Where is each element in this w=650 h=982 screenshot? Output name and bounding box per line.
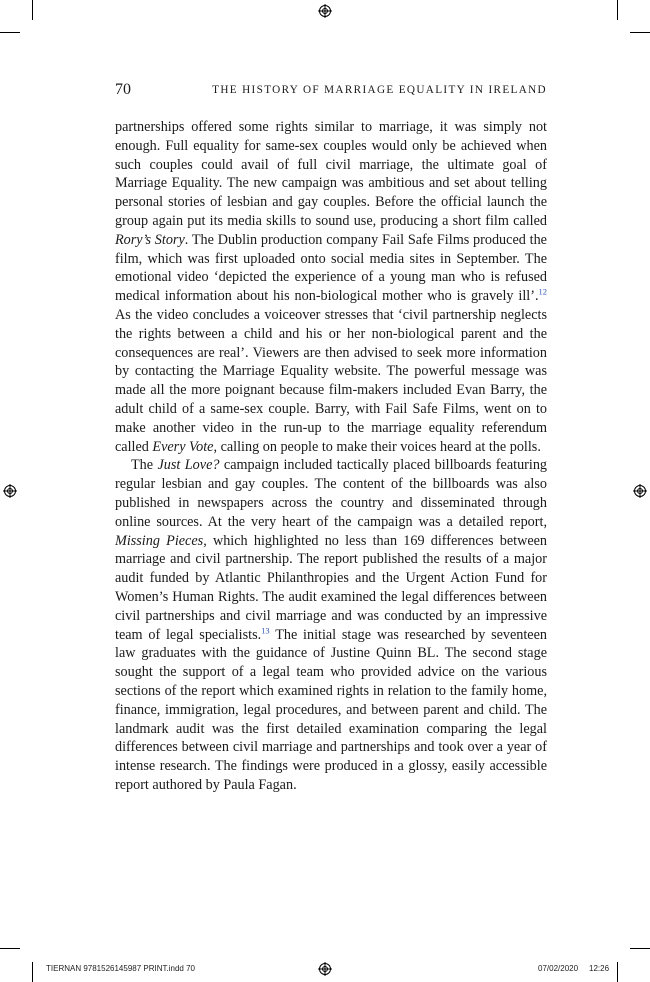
paragraph: partnerships offered some rights similar to marriage, it was simply not enough. Full equality for same-sex couples would only be achieved when such couples could avail of full civil marriage, the ultimate goal of Marriage Equality. The new campaign was ambitious and set about telling personal stories of lesbian and gay couples. Before the official launch the group again put its media skills to sound use, producing a short film called Rory’s Story. The Dublin production company Fail Safe Films produced the film, which was first uploaded onto social media sites in September. The emotional video ‘depicted the experience of a young man who is refused medical information about his non-biological mother who is gravely ill’.$^{12}$ As the video concludes a voiceover stresses that ‘civil partnership neglects the rights between a child and his or her non-biological parent and the consequences are real’. Viewers are then advised to seek more information by contacting the Marriage Equality website. The powerful message was made all the more poignant because film-makers included Evan Barry, the adult child of a same-sex couple. Barry, with Fail Safe Films, went on to make another video in the run-up to the marriage equality referendum called Every Vote, calling on people to make their voices heard at the polls. [115,119,547,455]
registration-mark-icon [3,484,17,498]
report-title: Missing Pieces [115,532,204,549]
footnote-ref[interactable]: 12 [538,286,547,297]
footnote-ref[interactable]: 13 [261,624,270,635]
slug-date: 07/02/2020 [538,964,579,973]
crop-mark-top-right [617,0,618,20]
body-text [115,118,547,795]
crop-mark-bottom-right [617,962,618,982]
slug-time: 12:26 [589,964,610,973]
registration-mark-icon [318,962,332,976]
running-title: THE HISTORY OF MARRIAGE EQUALITY IN IRELAND [212,84,547,96]
crop-mark-bottom-left [32,962,33,982]
page-number: 70 [115,81,131,98]
running-header [115,81,547,99]
paragraph: The Just Love? campaign included tactically placed billboards featuring regular lesbian and gay couples. The content of the billboards was also published in newspapers across the country and disseminated through online sources. At the very heart of the campaign was a detailed report, Missing Pieces, which highlighted no less than 169 differences between marriage and civil partnership. The report published the results of a major audit funded by Atlantic Philanthropies and the Urgent Action Fund for Women’s Human Rights. The audit examined the legal differences between civil partnerships and civil marriage and was conducted by an impressive team of legal specialists.$^{13}$ The initial stage was researched by seventeen law graduates with the guidance of Justine Quinn BL. The second stage sought the support of a legal team who provided advice on the various sections of the report which examined rights in relation to the family home, finance, immigration, legal procedures, and between parent and child. The landmark audit was the first detailed examination comparing the legal differences between civil marriage and partnerships and took over a year of intense research. The findings were produced in a glossy, easily accessible report authored by Paula Fagan. [115,457,548,793]
crop-mark-bottom-left-h [0,948,20,949]
film-title: Rory’s Story [115,231,185,248]
crop-mark-bottom-right-h [630,948,650,949]
campaign-title: Just Love? [157,457,220,474]
registration-mark-icon [318,4,332,18]
crop-mark-top-left-h [0,32,20,33]
crop-mark-top-left [32,0,33,20]
crop-mark-top-right-h [630,32,650,33]
slug-file: TIERNAN 9781526145987 PRINT.indd 70 [46,964,195,973]
film-title: Every Vote [152,438,214,455]
registration-mark-icon [633,484,647,498]
